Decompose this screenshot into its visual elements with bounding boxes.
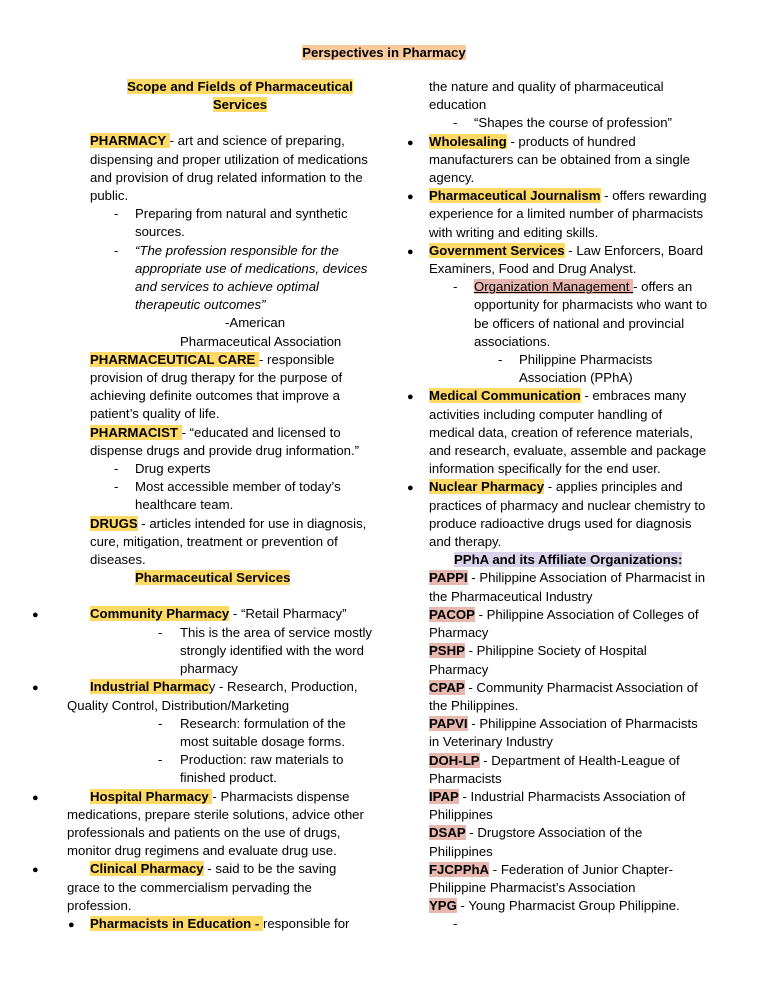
clinical-pharmacy: ● Clinical Pharmacy - said to be the saving grace to the commercialism pervading the profession.	[32, 861, 337, 913]
bullet-icon: ●	[407, 191, 414, 204]
affiliate-item: CPAP - Community Pharmacist Association of the Philippines.	[429, 679, 698, 713]
affiliate-item: PAPVI - Philippine Association of Pharmacists in Veterinary Industry	[429, 716, 698, 750]
bullet-icon: ●	[407, 482, 414, 495]
affiliate-item: FJCPPhA - Federation of Junior Chapter- Philippine Pharmacist’s Association	[429, 861, 674, 895]
trailing-dash: -	[453, 916, 458, 932]
affiliates-heading: PPhA and its Affiliate Organizations:	[454, 552, 683, 568]
affiliates-list	[429, 569, 729, 915]
pharmacist-definition: PHARMACIST - “educated and licensed to dispense drugs and provide drug information.” - Drug experts - Most accessible member of today’s healthcare team.	[90, 424, 360, 513]
pharmacy-definition: PHARMACY - art and science of preparing, dispensing and proper utilization of medications and provision of drug related information to the public. - Preparing from natural and synthetic sources. - “The profession responsible for the appropriate use of medications, devices and services to achieve optimal therapeutic outcomes” -American Pharmaceutical Association	[90, 133, 368, 349]
bullet-icon: ●	[407, 245, 414, 258]
bullet-icon: ●	[407, 391, 414, 404]
pharmacists-in-education: ● Pharmacists in Education - responsible for	[90, 915, 390, 933]
affiliate-item: DOH-LP - Department of Health-League of Pharmacists	[429, 752, 680, 786]
wholesaling: ● Wholesaling - products of hundred manufacturers can be obtained from a single agency.	[407, 133, 690, 186]
page-title: Perspectives in Pharmacy	[302, 45, 466, 60]
nuclear-pharmacy: ● Nuclear Pharmacy - applies principles and practices of pharmacy and nuclear chemistry to produce radioactive drugs used for diagnosis and therapy.	[407, 479, 706, 550]
bullet-icon: ●	[32, 682, 39, 695]
medical-communication: ● Medical Communication - embraces many activities including computer handling of medical data, creation of reference materials, and research, evaluate, assemble and package information specifically for the end user.	[407, 388, 707, 477]
bullet-icon: ●	[68, 918, 75, 931]
pharmaceutical-care-definition: PHARMACEUTICAL CARE - responsible provision of drug therapy for the purpose of achieving definite outcomes that improve a patient’s quality of life.	[90, 351, 343, 422]
services-heading: Pharmaceutical Services	[135, 570, 291, 586]
pharmacists-in-education-cont: the nature and quality of pharmaceutical education - “Shapes the course of profession”	[429, 79, 672, 131]
affiliate-item: DSAP - Drugstore Association of the Philippines	[429, 825, 643, 859]
bullet-icon: ●	[407, 136, 414, 149]
hospital-pharmacy: ● Hospital Pharmacy - Pharmacists dispense medications, prepare sterile solutions, advice other professionals and patients on the use of drugs, monitor drug regimens and evaluate drug use.	[32, 788, 364, 859]
affiliate-item: YPG - Young Pharmacist Group Philippine.	[429, 898, 680, 914]
community-pharmacy: ● Community Pharmacy - “Retail Pharmacy” - This is the area of service mostly strongly identified with the word pharmacy	[32, 606, 373, 677]
affiliate-item: PACOP - Philippine Association of Colleges of Pharmacy	[429, 606, 699, 641]
affiliate-item: PAPPI - Philippine Association of Pharmacist in the Pharmaceutical Industry	[429, 570, 706, 604]
affiliate-item: IPAP - Industrial Pharmacists Association of Philippines	[429, 788, 686, 823]
bullet-icon: ●	[32, 609, 39, 622]
bullet-icon: ●	[32, 864, 39, 877]
affiliate-item: PSHP - Philippine Society of Hospital Pharmacy	[429, 643, 647, 677]
drugs-definition: DRUGS - articles intended for use in diagnosis, cure, mitigation, treatment or prevention of diseases.	[90, 515, 367, 568]
bullet-icon: ●	[32, 791, 39, 804]
pharmaceutical-journalism: ● Pharmaceutical Journalism - offers rewarding experience for a limited number of pharmacists with writing and editing skills.	[407, 188, 707, 240]
scope-heading: Scope and Fields of Pharmaceutical Services	[127, 79, 353, 113]
industrial-pharmacy: ● Industrial Pharmacy - Research, Production, Quality Control, Distribution/Marketing - Research: formulation of the most suitable dosage forms. - Production: raw materials to finished product.	[32, 679, 358, 786]
right-column	[407, 78, 729, 934]
government-services: ● Government Services - Law Enforcers, Board Examiners, Food and Drug Analyst. - Organization Management - offers an opportunity for pharmacists who want to be officers of national and provincial associations. - Philippine Pharmacists Association (PPhA)	[407, 242, 708, 386]
left-column	[32, 78, 390, 933]
